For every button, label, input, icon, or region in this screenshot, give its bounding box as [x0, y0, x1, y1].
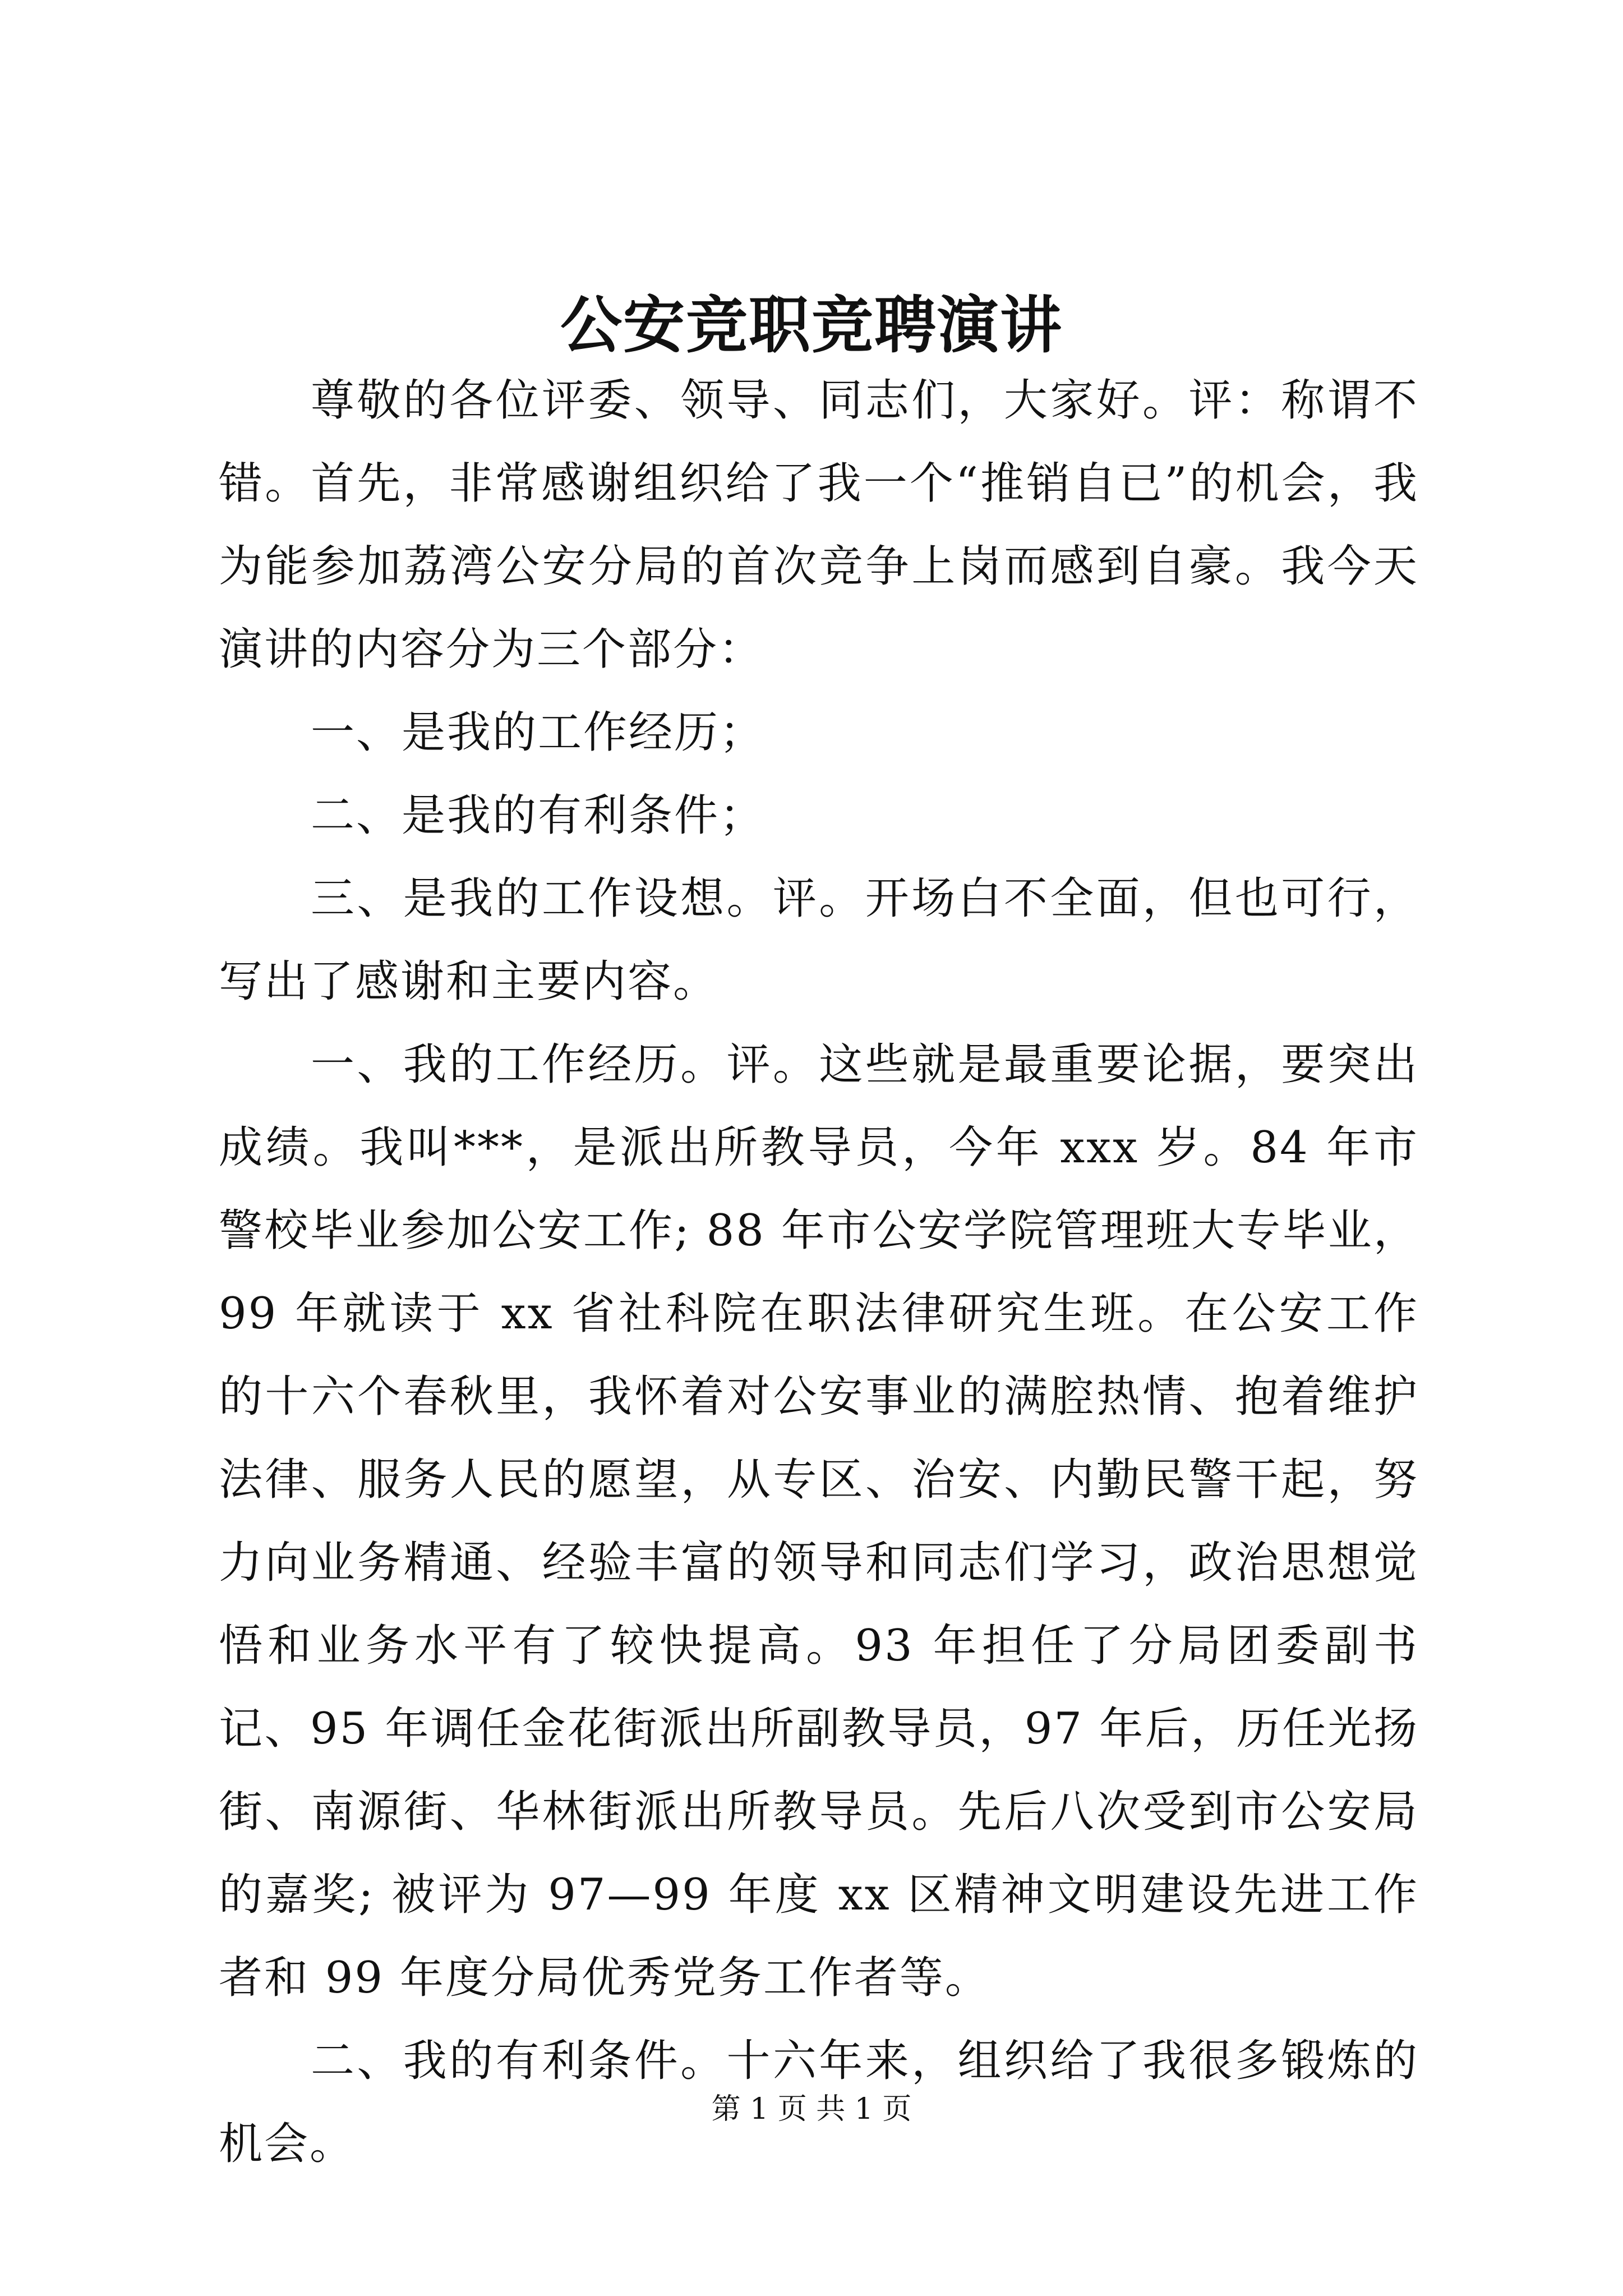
paragraph-work-history: 一、我的工作经历。评。这些就是最重要论据，要突出成绩。我叫***，是派出所教导员，今年 xxx 岁。84 年市警校毕业参加公安工作; 88 年市公安学院管理班大专毕业，99 年就读于 xx 省社科院在职法律研究生班。在公安工作的十六个春秋里，我怀着对公安事业的满腔热情、抱着维护法律、服务人民的愿望，从专区、治安、内勤民警干起，努力向业务精通、经验丰富的领导和同志们学习，政治思想觉悟和业务水平有了较快提高。93 年担任了分局团委副书记、95 年调任金花街派出所副教导员，97 年后，历任光扬街、南源街、华林街派出所教导员。先后八次受到市公安局的嘉奖; 被评为 97—99 年度 xx 区精神文明建设先进工作者和 99 年度分局优秀党务工作者等。	[219, 1039, 1419, 2003]
paragraph-greeting: 尊敬的各位评委、领导、同志们，大家好。评：称谓不错。首先，非常感谢组织给了我一个“推销自已”的机会，我为能参加荔湾公安分局的首次竞争上岗而感到自豪。我今天演讲的内容分为三个部分：	[219, 375, 1419, 675]
paragraph-outline-3: 三、是我的工作设想。评。开场白不全面，但也可行，写出了感谢和主要内容。	[219, 873, 1419, 1007]
paragraph-outline-1: 一、是我的工作经历；	[311, 707, 766, 758]
paragraph-advantages: 二、我的有利条件。十六年来，组织给了我很多锻炼的机会。	[219, 2036, 1419, 2169]
paragraph-outline-2: 二、是我的有利条件；	[311, 790, 766, 841]
document-body	[219, 359, 1419, 2185]
page-footer: 第 1 页 共 1 页	[711, 2092, 912, 2126]
document-title: 公安竞职竞聘演讲	[560, 289, 1063, 361]
